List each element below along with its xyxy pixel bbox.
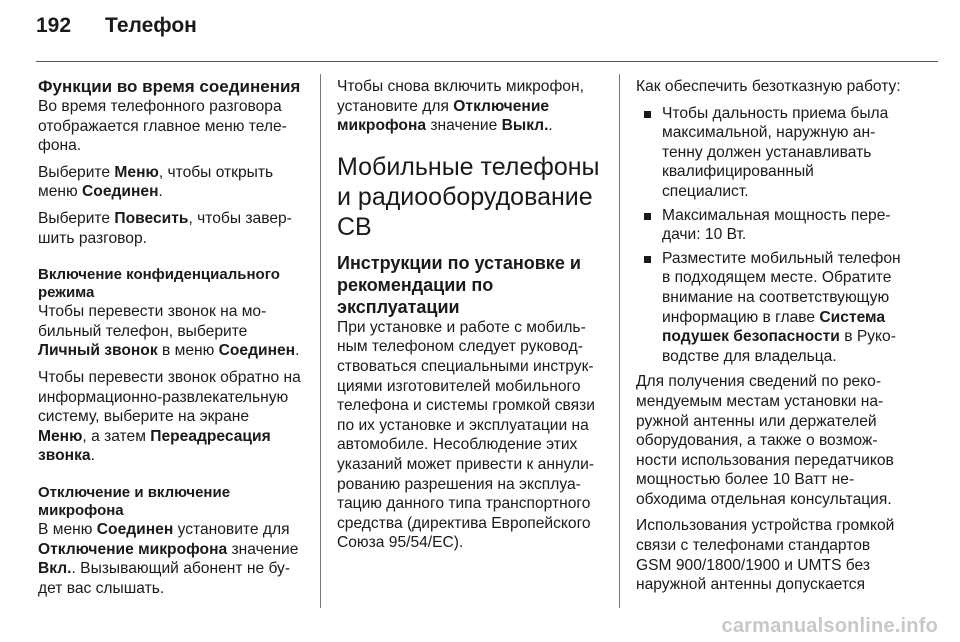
column-2 (337, 77, 609, 560)
paragraph: Чтобы перевести звонок на мобильный телефон, выберите Личный звонок в меню Соединен. (38, 303, 300, 360)
paragraph: В меню Соединен установите для Отключение микрофона значение Вкл.. Вызывающий абонент не будет вас слышать. (38, 520, 299, 597)
page-number: 192 (36, 14, 72, 37)
subsection-title: Включение конфиденциального режима (38, 266, 280, 302)
bullet-list (636, 104, 904, 367)
list-item: Разместите мобильный телефон в подходящем месте. Обратите внимание на соответствующую информацию в главе Система подушек безопасности в Руководстве для владельца. (636, 249, 904, 367)
square-bullet-icon (644, 256, 651, 263)
column-divider (320, 74, 321, 608)
list-item: Чтобы дальность приема была максимальной, наружную антенну должен устанавливать квалифицированный специалист. (636, 104, 904, 202)
list-item: Максимальная мощность передачи: 10 Вт. (636, 206, 904, 245)
chapter-title: Телефон (105, 14, 197, 37)
square-bullet-icon (644, 213, 651, 220)
paragraph: Использования устройства громкой связи с телефонами стандартов GSM 900/1800/1900 и UMTS без наружной антенны допускается (636, 517, 895, 594)
square-bullet-icon (644, 111, 651, 118)
subsection-title: Отключение и включение микрофона (38, 483, 231, 519)
column-3 (636, 77, 904, 602)
paragraph: Для получения сведений по рекомендуемым местам установки наружной антенны или держателей оборудования, а также о возможности использования передатчиков мощностью более 10 Ватт необходима отдельная консультация. (636, 373, 894, 508)
paragraph: Чтобы снова включить микрофон, установите для Отключение микрофона значение Выкл.. (337, 78, 584, 135)
paragraph: Как обеспечить безотказную работу: (636, 78, 901, 95)
column-1 (38, 77, 302, 605)
section-title: Инструкции по установке и рекомендации по эксплуатации (337, 252, 581, 317)
page-header (36, 14, 197, 38)
chapter-section-title: Мобильные телефоны и радиооборудование CB (337, 152, 600, 241)
paragraph: Чтобы перевести звонок обратно на информационно-развлекательную систему, выберите на экране Меню, а затем Переадресация звонка. (38, 368, 301, 465)
paragraph: Выберите Меню, чтобы открыть меню Соединен. (38, 163, 274, 201)
paragraph: Выберите Повесить, чтобы завершить разговор. (38, 209, 292, 247)
header-rule (36, 61, 938, 62)
paragraph: При установке и работе с мобильным телефоном следует руководствоваться специальными инструкциями изготовителей мобильного телефона и системы громкой связи по их установке и эксплуатации на автомобиле. Несоблюдение этих указаний может привести к аннулированию разрешения на эксплуатацию данного типа транспортного средства (директива Европейского Союза 95/54/EC). (337, 318, 595, 552)
column-divider (619, 74, 620, 608)
paragraph: Во время телефонного разговора отображается главное меню телефона. (38, 98, 287, 155)
watermark: carmanualsonline.info (721, 615, 938, 637)
section-title: Функции во время соединения (38, 77, 301, 96)
